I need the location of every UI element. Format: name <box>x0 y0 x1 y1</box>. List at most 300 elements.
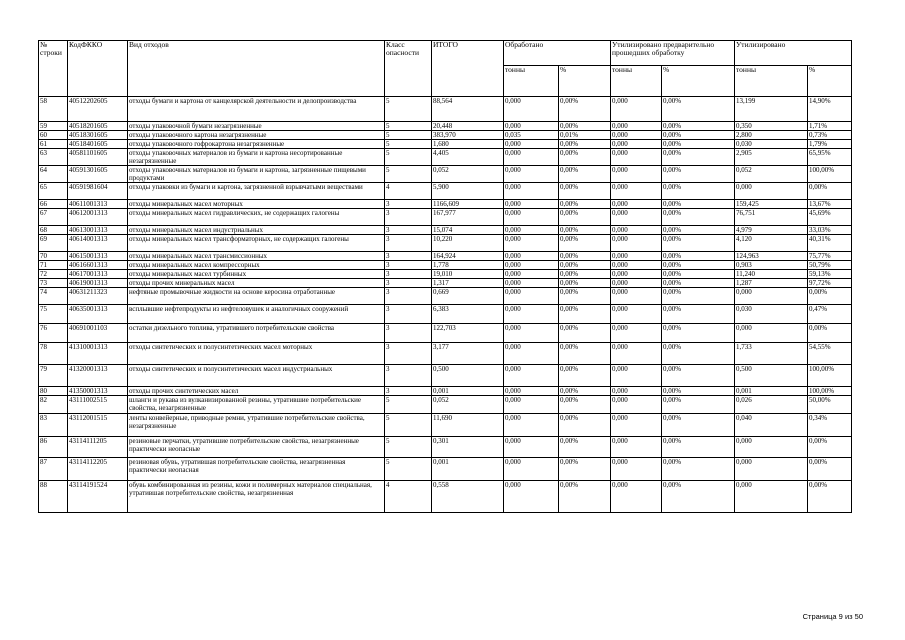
hazard-class-cell: 3 <box>385 365 432 387</box>
waste-name-cell: отходы упаковочной бумаги незагрязненные <box>128 122 385 131</box>
hazard-class-cell: 5 <box>385 122 432 131</box>
utilized-tonnes-cell: 1,287 <box>735 279 808 288</box>
table-row <box>39 235 852 252</box>
waste-name-cell: отходы синтетических и полусинтетических масел моторных <box>128 343 385 365</box>
utilized-pre-percent-cell: 0,00% <box>662 387 735 396</box>
hazard-class-cell: 5 <box>385 414 432 437</box>
fkko-code-cell: 40518401605 <box>68 140 128 149</box>
processed-percent-cell: 0,00% <box>559 288 611 305</box>
row-number-cell: 75 <box>39 305 68 324</box>
utilized-tonnes-cell: 0,030 <box>735 305 808 324</box>
utilized-pre-tonnes-cell: 0,000 <box>611 437 662 458</box>
table-body <box>39 97 852 513</box>
processed-tonnes-cell: 0,000 <box>504 279 559 288</box>
table-row <box>39 387 852 396</box>
hazard-class-cell: 5 <box>385 437 432 458</box>
utilized-pre-tonnes-cell: 0,000 <box>611 481 662 513</box>
table-row <box>39 458 852 481</box>
utilized-tonnes-cell: 11,240 <box>735 270 808 279</box>
row-number-cell: 63 <box>39 149 68 166</box>
hazard-class-cell: 5 <box>385 166 432 183</box>
total-cell: 0,001 <box>432 387 504 396</box>
table-row <box>39 437 852 458</box>
header-tonnes: тонны <box>735 66 808 97</box>
hazard-class-cell: 3 <box>385 288 432 305</box>
utilized-percent-cell: 50,00% <box>808 396 852 414</box>
processed-percent-cell: 0,00% <box>559 458 611 481</box>
table-row <box>39 324 852 343</box>
hazard-class-cell: 5 <box>385 458 432 481</box>
utilized-pre-tonnes-cell: 0,000 <box>611 149 662 166</box>
waste-name-cell: ленты конвейерные, приводные ремни, утратившие потребительские свойства, незагрязненные <box>128 414 385 437</box>
table-row <box>39 226 852 235</box>
utilized-pre-percent-cell: 0,00% <box>662 131 735 140</box>
utilized-tonnes-cell: 4,979 <box>735 226 808 235</box>
row-number-cell: 71 <box>39 261 68 270</box>
fkko-code-cell: 40591981604 <box>68 183 128 200</box>
utilized-pre-percent-cell: 0,00% <box>662 183 735 200</box>
table-row <box>39 166 852 183</box>
fkko-code-cell: 41350001313 <box>68 387 128 396</box>
utilized-pre-percent-cell: 0,00% <box>662 396 735 414</box>
total-cell: 88,564 <box>432 97 504 122</box>
table-row <box>39 131 852 140</box>
hazard-class-cell: 3 <box>385 226 432 235</box>
total-cell: 19,010 <box>432 270 504 279</box>
total-cell: 4,405 <box>432 149 504 166</box>
waste-name-cell: резиновые перчатки, утратившие потребительские свойства, незагрязненные практически неопасные <box>128 437 385 458</box>
header-total: ИТОГО <box>432 41 504 97</box>
fkko-code-cell: 40616601313 <box>68 261 128 270</box>
waste-name-cell: отходы синтетических и полусинтетических масел индустриальных <box>128 365 385 387</box>
fkko-code-cell: 41320001313 <box>68 365 128 387</box>
utilized-tonnes-cell: 0,000 <box>735 183 808 200</box>
processed-tonnes-cell: 0,000 <box>504 414 559 437</box>
processed-percent-cell: 0,01% <box>559 131 611 140</box>
utilized-tonnes-cell: 13,199 <box>735 97 808 122</box>
hazard-class-cell: 3 <box>385 235 432 252</box>
table-row <box>39 288 852 305</box>
processed-percent-cell: 0,00% <box>559 481 611 513</box>
utilized-tonnes-cell: 0,903 <box>735 261 808 270</box>
processed-tonnes-cell: 0,000 <box>504 437 559 458</box>
row-number-cell: 70 <box>39 252 68 261</box>
utilized-pre-percent-cell: 0,00% <box>662 279 735 288</box>
hazard-class-cell: 3 <box>385 343 432 365</box>
header-percent: % <box>808 66 852 97</box>
utilized-percent-cell: 0,73% <box>808 131 852 140</box>
waste-name-cell: резиновая обувь, утратившая потребительские свойства, незагрязненная практически неопасная <box>128 458 385 481</box>
processed-tonnes-cell: 0,000 <box>504 481 559 513</box>
table-row <box>39 252 852 261</box>
utilized-tonnes-cell: 76,751 <box>735 209 808 226</box>
utilized-pre-percent-cell: 0,00% <box>662 140 735 149</box>
utilized-pre-percent-cell: 0,00% <box>662 324 735 343</box>
utilized-percent-cell: 0,00% <box>808 324 852 343</box>
row-number-cell: 67 <box>39 209 68 226</box>
processed-tonnes-cell: 0,000 <box>504 209 559 226</box>
processed-tonnes-cell: 0,000 <box>504 288 559 305</box>
utilized-tonnes-cell: 0,030 <box>735 140 808 149</box>
utilized-percent-cell: 1,79% <box>808 140 852 149</box>
utilized-pre-tonnes-cell: 0,000 <box>611 458 662 481</box>
total-cell: 5,900 <box>432 183 504 200</box>
utilized-percent-cell: 50,79% <box>808 261 852 270</box>
waste-name-cell: шланги и рукава из вулканизированной резины, утратившие потребительские свойства, незагрязненные <box>128 396 385 414</box>
processed-tonnes-cell: 0,000 <box>504 343 559 365</box>
processed-percent-cell: 0,00% <box>559 396 611 414</box>
processed-percent-cell: 0,00% <box>559 414 611 437</box>
utilized-pre-percent-cell: 0,00% <box>662 343 735 365</box>
header-processed: Обработано <box>504 41 611 66</box>
utilized-percent-cell: 14,90% <box>808 97 852 122</box>
utilized-pre-percent-cell: 0,00% <box>662 226 735 235</box>
hazard-class-cell: 4 <box>385 481 432 513</box>
utilized-pre-tonnes-cell: 0,000 <box>611 131 662 140</box>
waste-report-table <box>38 40 852 513</box>
waste-name-cell: отходы минеральных масел индустриальных <box>128 226 385 235</box>
header-tonnes: тонны <box>611 66 662 97</box>
row-number-cell: 72 <box>39 270 68 279</box>
total-cell: 0,500 <box>432 365 504 387</box>
utilized-percent-cell: 0,34% <box>808 414 852 437</box>
utilized-percent-cell: 100,00% <box>808 387 852 396</box>
utilized-percent-cell: 0,00% <box>808 183 852 200</box>
row-number-cell: 61 <box>39 140 68 149</box>
processed-tonnes-cell: 0,000 <box>504 324 559 343</box>
row-number-cell: 74 <box>39 288 68 305</box>
row-number-cell: 66 <box>39 200 68 209</box>
utilized-percent-cell: 13,67% <box>808 200 852 209</box>
hazard-class-cell: 5 <box>385 149 432 166</box>
waste-name-cell: отходы минеральных масел трансмиссионных <box>128 252 385 261</box>
processed-tonnes-cell: 0,000 <box>504 387 559 396</box>
utilized-pre-percent-cell: 0,00% <box>662 97 735 122</box>
utilized-pre-tonnes-cell: 0,000 <box>611 183 662 200</box>
total-cell: 383,970 <box>432 131 504 140</box>
utilized-pre-tonnes-cell: 0,000 <box>611 343 662 365</box>
header-waste-type: Вид отходов <box>128 41 385 97</box>
table-row <box>39 365 852 387</box>
total-cell: 1,680 <box>432 140 504 149</box>
table-row <box>39 343 852 365</box>
table-row <box>39 305 852 324</box>
utilized-pre-percent-cell: 0,00% <box>662 252 735 261</box>
row-number-cell: 80 <box>39 387 68 396</box>
processed-percent-cell: 0,00% <box>559 183 611 200</box>
total-cell: 20,448 <box>432 122 504 131</box>
utilized-pre-tonnes-cell: 0,000 <box>611 270 662 279</box>
utilized-percent-cell: 59,13% <box>808 270 852 279</box>
waste-name-cell: отходы минеральных масел компрессорных <box>128 261 385 270</box>
utilized-tonnes-cell: 0,350 <box>735 122 808 131</box>
utilized-percent-cell: 100,00% <box>808 166 852 183</box>
waste-name-cell: всплывшие нефтепродукты из нефтеловушек и аналогичных сооружений <box>128 305 385 324</box>
fkko-code-cell: 40615001313 <box>68 252 128 261</box>
hazard-class-cell: 3 <box>385 387 432 396</box>
utilized-pre-percent-cell: 0,00% <box>662 365 735 387</box>
fkko-code-cell: 40591301605 <box>68 166 128 183</box>
hazard-class-cell: 3 <box>385 270 432 279</box>
row-number-cell: 65 <box>39 183 68 200</box>
processed-percent-cell: 0,00% <box>559 166 611 183</box>
processed-tonnes-cell: 0,000 <box>504 458 559 481</box>
processed-percent-cell: 0,00% <box>559 365 611 387</box>
hazard-class-cell: 5 <box>385 97 432 122</box>
table-row <box>39 270 852 279</box>
fkko-code-cell: 43114191524 <box>68 481 128 513</box>
processed-tonnes-cell: 0,000 <box>504 226 559 235</box>
processed-tonnes-cell: 0,000 <box>504 270 559 279</box>
utilized-percent-cell: 40,31% <box>808 235 852 252</box>
waste-name-cell: отходы упаковки из бумаги и картона, загрязненной взрывчатыми веществами <box>128 183 385 200</box>
utilized-tonnes-cell: 2,800 <box>735 131 808 140</box>
utilized-percent-cell: 0,47% <box>808 305 852 324</box>
header-utilized: Утилизировано <box>735 41 852 66</box>
utilized-pre-tonnes-cell: 0,000 <box>611 122 662 131</box>
utilized-tonnes-cell: 1,733 <box>735 343 808 365</box>
waste-name-cell: отходы упаковочных материалов из бумаги и картона несортированные незагрязненные <box>128 149 385 166</box>
fkko-code-cell: 43112001515 <box>68 414 128 437</box>
processed-percent-cell: 0,00% <box>559 97 611 122</box>
processed-tonnes-cell: 0,000 <box>504 200 559 209</box>
row-number-cell: 58 <box>39 97 68 122</box>
header-utilized-pre: Утилизировано предварительно прошедших обработку <box>611 41 735 66</box>
utilized-tonnes-cell: 0,500 <box>735 365 808 387</box>
utilized-pre-tonnes-cell: 0,000 <box>611 200 662 209</box>
utilized-pre-tonnes-cell: 0,000 <box>611 396 662 414</box>
waste-name-cell: отходы упаковочных материалов из бумаги и картона, загрязненные пищевыми продуктами <box>128 166 385 183</box>
utilized-pre-percent-cell: 0,00% <box>662 458 735 481</box>
header-percent: % <box>662 66 735 97</box>
waste-name-cell: отходы прочих минеральных масел <box>128 279 385 288</box>
processed-tonnes-cell: 0,000 <box>504 166 559 183</box>
total-cell: 1166,609 <box>432 200 504 209</box>
processed-tonnes-cell: 0,000 <box>504 261 559 270</box>
fkko-code-cell: 40631211323 <box>68 288 128 305</box>
processed-tonnes-cell: 0,000 <box>504 365 559 387</box>
header-code: КодФККО <box>68 41 128 97</box>
processed-tonnes-cell: 0,000 <box>504 140 559 149</box>
utilized-percent-cell: 0,00% <box>808 288 852 305</box>
total-cell: 15,074 <box>432 226 504 235</box>
processed-tonnes-cell: 0,000 <box>504 235 559 252</box>
fkko-code-cell: 43114112205 <box>68 458 128 481</box>
table-row <box>39 183 852 200</box>
utilized-tonnes-cell: 4,120 <box>735 235 808 252</box>
hazard-class-cell: 3 <box>385 252 432 261</box>
row-number-cell: 69 <box>39 235 68 252</box>
processed-percent-cell: 0,00% <box>559 324 611 343</box>
utilized-percent-cell: 54,55% <box>808 343 852 365</box>
processed-tonnes-cell: 0,000 <box>504 183 559 200</box>
hazard-class-cell: 5 <box>385 396 432 414</box>
utilized-tonnes-cell: 0,000 <box>735 288 808 305</box>
utilized-pre-percent-cell: 0,00% <box>662 270 735 279</box>
utilized-percent-cell: 45,69% <box>808 209 852 226</box>
waste-name-cell: нефтяные промывочные жидкости на основе керосина отработанные <box>128 288 385 305</box>
total-cell: 0,052 <box>432 166 504 183</box>
table-row <box>39 149 852 166</box>
utilized-pre-tonnes-cell: 0,000 <box>611 140 662 149</box>
total-cell: 1,317 <box>432 279 504 288</box>
total-cell: 164,924 <box>432 252 504 261</box>
total-cell: 0,052 <box>432 396 504 414</box>
table-row <box>39 261 852 270</box>
processed-tonnes-cell: 0,000 <box>504 252 559 261</box>
table-row <box>39 279 852 288</box>
row-number-cell: 79 <box>39 365 68 387</box>
header-row-number: № строки <box>39 41 68 97</box>
utilized-pre-percent-cell: 0,00% <box>662 209 735 226</box>
page-number: Страница 9 из 50 <box>802 612 863 621</box>
fkko-code-cell: 40691001103 <box>68 324 128 343</box>
utilized-pre-tonnes-cell: 0,000 <box>611 166 662 183</box>
processed-percent-cell: 0,00% <box>559 149 611 166</box>
total-cell: 167,977 <box>432 209 504 226</box>
row-number-cell: 82 <box>39 396 68 414</box>
header-percent: % <box>559 66 611 97</box>
utilized-tonnes-cell: 2,905 <box>735 149 808 166</box>
processed-percent-cell: 0,00% <box>559 343 611 365</box>
utilized-pre-tonnes-cell: 0,000 <box>611 209 662 226</box>
waste-name-cell: остатки дизельного топлива, утратившего потребительские свойства <box>128 324 385 343</box>
total-cell: 10,220 <box>432 235 504 252</box>
row-number-cell: 59 <box>39 122 68 131</box>
fkko-code-cell: 40512202605 <box>68 97 128 122</box>
utilized-pre-tonnes-cell: 0,000 <box>611 324 662 343</box>
waste-name-cell: отходы минеральных масел турбинных <box>128 270 385 279</box>
processed-tonnes-cell: 0,000 <box>504 97 559 122</box>
table-row <box>39 200 852 209</box>
processed-percent-cell: 0,00% <box>559 200 611 209</box>
row-number-cell: 78 <box>39 343 68 365</box>
utilized-pre-percent-cell: 0,00% <box>662 481 735 513</box>
fkko-code-cell: 40581101605 <box>68 149 128 166</box>
row-number-cell: 60 <box>39 131 68 140</box>
utilized-pre-percent-cell: 0,00% <box>662 166 735 183</box>
utilized-tonnes-cell: 159,425 <box>735 200 808 209</box>
utilized-percent-cell: 75,77% <box>808 252 852 261</box>
total-cell: 6,383 <box>432 305 504 324</box>
utilized-tonnes-cell: 0,000 <box>735 481 808 513</box>
utilized-percent-cell: 33,03% <box>808 226 852 235</box>
row-number-cell: 73 <box>39 279 68 288</box>
processed-percent-cell: 0,00% <box>559 261 611 270</box>
processed-percent-cell: 0,00% <box>559 279 611 288</box>
fkko-code-cell: 43114111205 <box>68 437 128 458</box>
fkko-code-cell: 40619001313 <box>68 279 128 288</box>
utilized-percent-cell: 65,95% <box>808 149 852 166</box>
processed-tonnes-cell: 0,000 <box>504 122 559 131</box>
utilized-tonnes-cell: 124,963 <box>735 252 808 261</box>
hazard-class-cell: 3 <box>385 324 432 343</box>
total-cell: 0,301 <box>432 437 504 458</box>
total-cell: 11,690 <box>432 414 504 437</box>
row-number-cell: 64 <box>39 166 68 183</box>
utilized-pre-percent-cell: 0,00% <box>662 437 735 458</box>
utilized-pre-tonnes-cell: 0,000 <box>611 288 662 305</box>
fkko-code-cell: 40518301605 <box>68 131 128 140</box>
hazard-class-cell: 3 <box>385 261 432 270</box>
hazard-class-cell: 4 <box>385 183 432 200</box>
utilized-percent-cell: 0,00% <box>808 458 852 481</box>
fkko-code-cell: 43111002515 <box>68 396 128 414</box>
hazard-class-cell: 3 <box>385 279 432 288</box>
processed-tonnes-cell: 0,035 <box>504 131 559 140</box>
fkko-code-cell: 40611001313 <box>68 200 128 209</box>
processed-tonnes-cell: 0,000 <box>504 396 559 414</box>
fkko-code-cell: 40617001313 <box>68 270 128 279</box>
utilized-pre-tonnes-cell: 0,000 <box>611 414 662 437</box>
fkko-code-cell: 40614001313 <box>68 235 128 252</box>
total-cell: 122,703 <box>432 324 504 343</box>
fkko-code-cell: 41310001313 <box>68 343 128 365</box>
total-cell: 0,558 <box>432 481 504 513</box>
utilized-pre-tonnes-cell: 0,000 <box>611 252 662 261</box>
hazard-class-cell: 5 <box>385 140 432 149</box>
processed-percent-cell: 0,00% <box>559 226 611 235</box>
utilized-pre-tonnes-cell: 0,000 <box>611 387 662 396</box>
waste-name-cell: отходы упаковочного гофрокартона незагрязненные <box>128 140 385 149</box>
table-row <box>39 414 852 437</box>
utilized-tonnes-cell: 0,000 <box>735 437 808 458</box>
processed-percent-cell: 0,00% <box>559 235 611 252</box>
fkko-code-cell: 40612001313 <box>68 209 128 226</box>
hazard-class-cell: 3 <box>385 209 432 226</box>
total-cell: 0,669 <box>432 288 504 305</box>
table-header <box>39 41 852 97</box>
utilized-pre-percent-cell: 0,00% <box>662 414 735 437</box>
row-number-cell: 76 <box>39 324 68 343</box>
utilized-tonnes-cell: 0,001 <box>735 387 808 396</box>
total-cell: 1,778 <box>432 261 504 270</box>
header-tonnes: тонны <box>504 66 559 97</box>
processed-percent-cell: 0,00% <box>559 209 611 226</box>
row-number-cell: 87 <box>39 458 68 481</box>
hazard-class-cell: 3 <box>385 200 432 209</box>
waste-name-cell: отходы минеральных масел трансформаторных, не содержащих галогены <box>128 235 385 252</box>
utilized-percent-cell: 0,00% <box>808 437 852 458</box>
waste-name-cell: отходы бумаги и картона от канцелярской деятельности и делопроизводства <box>128 97 385 122</box>
utilized-tonnes-cell: 0,000 <box>735 458 808 481</box>
fkko-code-cell: 40613001313 <box>68 226 128 235</box>
utilized-pre-percent-cell: 0,00% <box>662 261 735 270</box>
utilized-pre-tonnes-cell: 0,000 <box>611 226 662 235</box>
utilized-pre-tonnes-cell: 0,000 <box>611 365 662 387</box>
processed-percent-cell: 0,00% <box>559 122 611 131</box>
utilized-pre-tonnes-cell: 0,000 <box>611 261 662 270</box>
utilized-tonnes-cell: 0,000 <box>735 324 808 343</box>
utilized-percent-cell: 100,00% <box>808 365 852 387</box>
utilized-pre-percent-cell: 0,00% <box>662 122 735 131</box>
total-cell: 3,177 <box>432 343 504 365</box>
processed-percent-cell: 0,00% <box>559 437 611 458</box>
utilized-pre-tonnes-cell: 0,000 <box>611 235 662 252</box>
table-row <box>39 481 852 513</box>
fkko-code-cell: 40635001313 <box>68 305 128 324</box>
row-number-cell: 68 <box>39 226 68 235</box>
utilized-pre-tonnes-cell: 0,000 <box>611 305 662 324</box>
fkko-code-cell: 40518201605 <box>68 122 128 131</box>
processed-tonnes-cell: 0,000 <box>504 149 559 166</box>
waste-name-cell: отходы прочих синтетических масел <box>128 387 385 396</box>
processed-percent-cell: 0,00% <box>559 305 611 324</box>
processed-percent-cell: 0,00% <box>559 252 611 261</box>
processed-tonnes-cell: 0,000 <box>504 305 559 324</box>
utilized-percent-cell: 0,00% <box>808 481 852 513</box>
table-row <box>39 122 852 131</box>
